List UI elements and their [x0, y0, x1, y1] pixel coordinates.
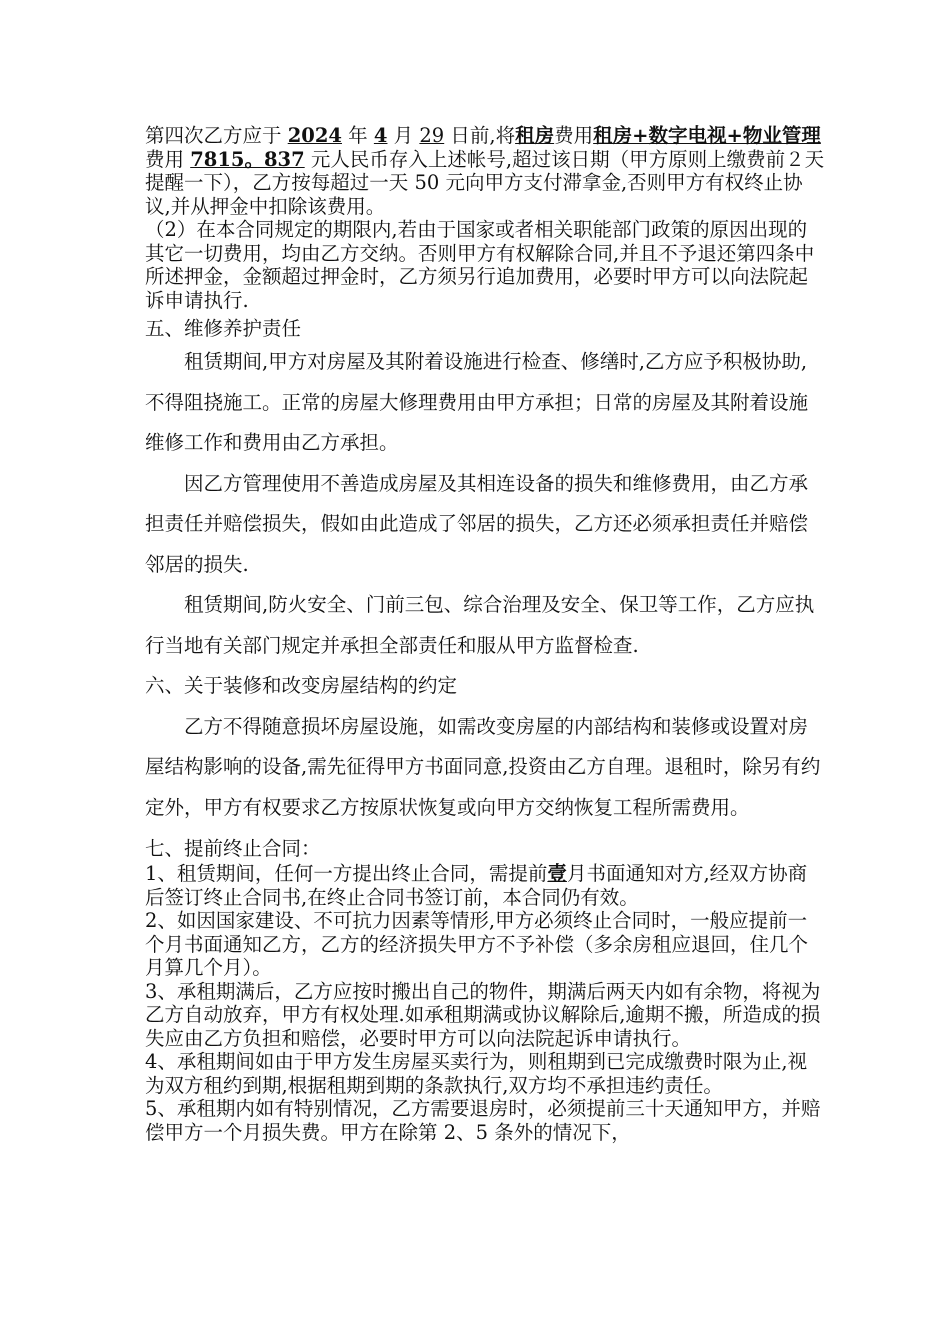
maintenance-paragraph-3: 租赁期间,防火安全、门前三包、综合治理及安全、保卫等工作，乙方应执行当地有关部门规定并承担全部责任和服从甲方监督检查.: [145, 593, 815, 657]
fee-amount: 7815。837: [190, 147, 305, 171]
text-run: 第四次乙方应于: [145, 124, 288, 147]
due-day: 29: [419, 124, 445, 147]
policy-fee-clause: （2）在本合同规定的期限内,若由于国家或者相关职能部门政策的原因出现的其它一切费用，均由乙方交纳。否则甲方有权解除合同,并且不予退还第四条中所述押金，金额超过押金时，乙方须另行追加费用，必要时甲方可以向法院起诉申请执行.: [145, 218, 815, 312]
termination-item-1: [145, 862, 825, 909]
text-run: 日前,将: [444, 124, 516, 147]
text-run: 月书面通知对方,经双方协商后签订终止合同书,在终止合同书签订前，本合同仍有效。: [145, 862, 808, 909]
payment-clause-fourth: [145, 124, 825, 218]
notice-months: 壹: [547, 862, 567, 885]
fee-item-rent: 租房: [515, 124, 555, 147]
due-year: 2024: [287, 124, 342, 147]
termination-item-5: 5、承租期内如有特别情况，乙方需要退房时，必须提前三十天通知甲方，并赔偿甲方一个月损失费。甲方在除第 2、5 条外的情况下，: [145, 1097, 821, 1144]
maintenance-paragraph-2: 因乙方管理使用不善造成房屋及其相连设备的损失和维修费用，由乙方承担责任并赔偿损失，假如由此造成了邻居的损失，乙方还必须承担责任并赔偿邻居的损失.: [145, 471, 809, 576]
fee-item-bundle: 租房+数字电视+物业管理: [593, 124, 821, 147]
due-month: 4: [373, 124, 388, 147]
termination-item-3: 3、承租期满后，乙方应按时搬出自己的物件，期满后两天内如有余物，将视为乙方自动放弃，甲方有权处理.如承租期满或协议解除后,逾期不搬，所造成的损失应由乙方负担和赔偿，必要时甲方可以向法院起诉申请执行。: [145, 979, 821, 1050]
termination-item-4: 4、承租期间如由于甲方发生房屋买卖行为，则租期到已完成缴费时限为止,视为双方租约到期,根据租期到期的条款执行,双方均不承担违约责任。: [145, 1050, 808, 1097]
text-run: 元人民币存入上述帐号,超过该日期（甲方原则上缴费前２天提醒一下），乙方按每超过一天 50 元向甲方支付滞拿金,否则甲方有权终止协议,并从押金中扣除该费用。: [145, 147, 825, 218]
maintenance-paragraph-1: 租赁期间,甲方对房屋及其附着设施进行检查、修缮时,乙方应予积极协助,不得阻挠施工。正常的房屋大修理费用由甲方承担；日常的房屋及其附着设施维修工作和费用由乙方承担。: [145, 350, 809, 454]
text-run: 费用: [554, 124, 594, 147]
document-page: [145, 124, 825, 1144]
section-heading-termination: 七、提前终止合同：: [145, 837, 321, 860]
text-run: 年: [341, 124, 374, 147]
text-run: 1、租赁期间，任何一方提出终止合同，需提前: [145, 862, 548, 885]
text-run: 月: [387, 124, 420, 147]
text-run: 费用: [145, 147, 191, 171]
termination-item-2: 2、如因国家建设、不可抗力因素等情形,甲方必须终止合同时，一般应提前一个月书面通知乙方，乙方的经济损失甲方不予补偿（多余房租应退回，住几个月算几个月）。: [145, 909, 809, 979]
section-heading-maintenance: 五、维修养护责任: [145, 317, 302, 340]
section-heading-renovation: 六、关于装修和改变房屋结构的约定: [145, 674, 458, 697]
renovation-paragraph: 乙方不得随意损坏房屋设施，如需改变房屋的内部结构和装修或设置对房屋结构影响的设备,需先征得甲方书面同意,投资由乙方自理。退租时，除另有约定外，甲方有权要求乙方按原状恢复或向甲方交纳恢复工程所需费用。: [145, 714, 821, 819]
